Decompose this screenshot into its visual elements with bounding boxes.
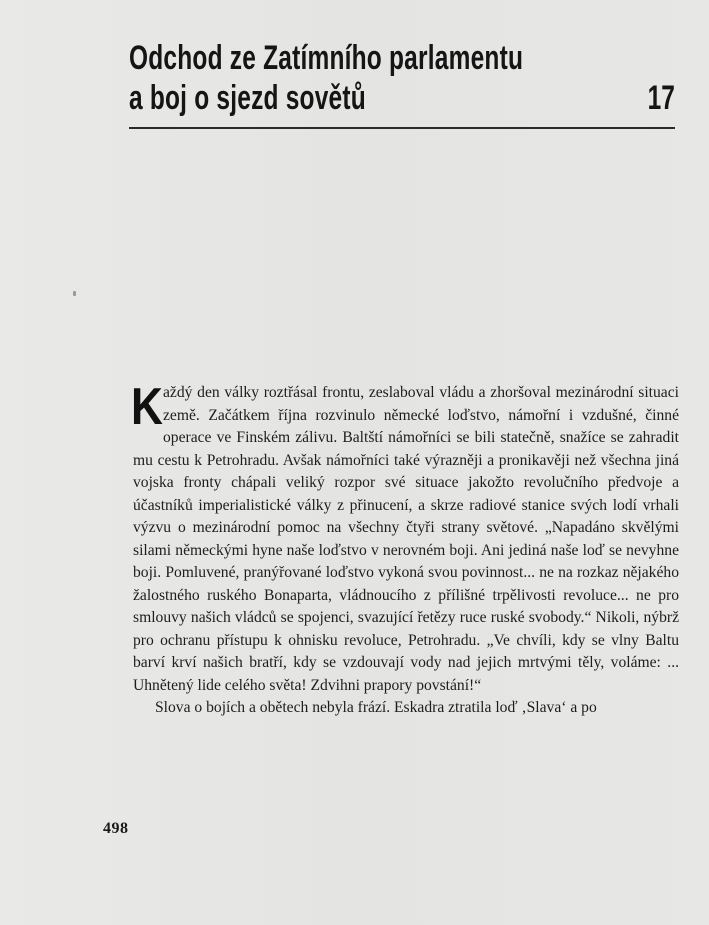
title-divider bbox=[129, 127, 675, 129]
drop-cap: K bbox=[131, 378, 163, 436]
chapter-title-line-1: Odchod ze Zatímního parlamentu bbox=[129, 39, 524, 77]
chapter-number: 17 bbox=[647, 79, 675, 117]
chapter-title-line-2: a boj o sjezd sovětů bbox=[129, 79, 366, 117]
page-number: 498 bbox=[103, 820, 129, 837]
chapter-body bbox=[131, 378, 679, 720]
body-paragraph-1 bbox=[131, 378, 679, 697]
chapter-heading bbox=[129, 38, 675, 118]
body-paragraph-2: Slova o bojích a obětech nebyla frází. Eskadra ztratila loď ‚Slava‘ a po bbox=[155, 699, 597, 716]
paragraph-1-text: aždý den války roztřásal frontu, zeslaboval vládu a zhoršoval mezinárodní situaci země. Začátkem října rozvinulo německé loďstvo, námořní i vzdušné, činné operace ve Finském zálivu. Baltští námořníci se bili statečně, snažíce se zahradit mu cestu k Petrohradu. Avšak námořníci také výrazněji a pronikavěji než všechna jiná vojska fronty chápali veliký rozpor své situace jakožto revolučního předvoje a účastníků imperialistické války z přinucení, a skrze radiové stanice svých lodí vrhali výzvu o mezinárodní pomoc na všechny čtyři strany světové. „Napadáno skvělými silami německými hyne naše loďstvo v nerovném boji. Ani jediná naše loď se nevyhne boji. Pomluvené, pranýřované loďstvo vykoná svou povinnost... ne na rozkaz nějakého žalostného ruského Bonaparta, vládnoucího z přílišné trpělivosti revoluce... ne pro smlouvy našich vládců se spojenci, svazující řetězy ruce ruské svobody.“ Nikoli, nýbrž pro ochranu přístupu k ohnisku revoluce, Petrohradu. „Ve chvíli, kdy se vlny Baltu barví krví našich bratří, kdy se vzdouvají vody nad jejich mrtvými těly, voláme: ... Uhnětený lide celého světa! Zdvihni prapory povstání!“ bbox=[133, 384, 679, 694]
scan-speck bbox=[73, 291, 76, 296]
